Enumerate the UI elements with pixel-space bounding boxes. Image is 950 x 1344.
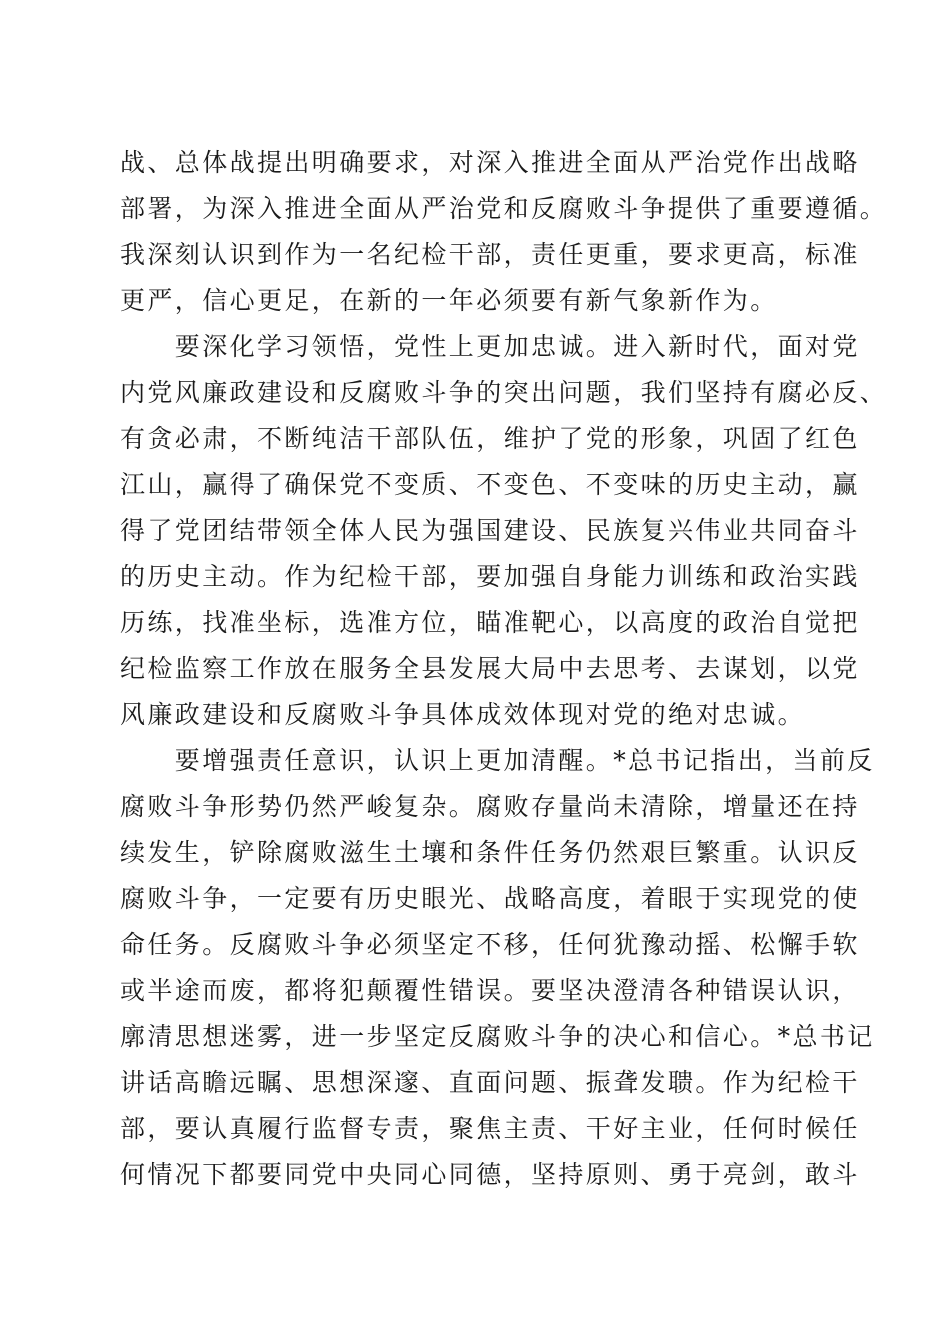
text-line: 何情况下都要同党中央同心同德，坚持原则、勇于亮剑，敢斗 <box>120 1160 860 1189</box>
text-line: 续发生，铲除腐败滋生土壤和条件任务仍然艰巨繁重。认识反 <box>120 838 860 867</box>
body-text <box>120 140 888 1198</box>
text-line: 的历史主动。作为纪检干部，要加强自身能力训练和政治实践 <box>120 562 860 591</box>
text-line: 有贪必肃，不断纯洁干部队伍，维护了党的形象，巩固了红色 <box>120 424 860 453</box>
text-line: 廓清思想迷雾，进一步坚定反腐败斗争的决心和信心。*总书记 <box>120 1022 875 1051</box>
text-line: 讲话高瞻远瞩、思想深邃、直面问题、振聋发聩。作为纪检干 <box>120 1068 860 1097</box>
text-line: 或半途而废，都将犯颠覆性错误。要坚决澄清各种错误认识， <box>120 976 860 1005</box>
text-line: 部，要认真履行监督专责，聚焦主责、干好主业，任何时候任 <box>120 1114 860 1143</box>
text-line: 得了党团结带领全体人民为强国建设、民族复兴伟业共同奋斗 <box>120 516 860 545</box>
text-line: 腐败斗争形势仍然严峻复杂。腐败存量尚未清除，增量还在持 <box>120 792 860 821</box>
text-line: 纪检监察工作放在服务全县发展大局中去思考、去谋划，以党 <box>120 654 860 683</box>
text-line: 战、总体战提出明确要求，对深入推进全面从严治党作出战略 <box>120 148 860 177</box>
paragraph-start-line: 要深化学习领悟，党性上更加忠诚。进入新时代，面对党 <box>120 332 860 361</box>
text-line: 更严，信心更足，在新的一年必须要有新气象新作为。 <box>120 286 778 315</box>
text-line: 江山，赢得了确保党不变质、不变色、不变味的历史主动，赢 <box>120 470 860 499</box>
text-line: 内党风廉政建设和反腐败斗争的突出问题，我们坚持有腐必反、 <box>120 378 888 407</box>
text-line: 腐败斗争，一定要有历史眼光、战略高度，着眼于实现党的使 <box>120 884 860 913</box>
text-line: 风廉政建设和反腐败斗争具体成效体现对党的绝对忠诚。 <box>120 700 806 729</box>
text-line: 我深刻认识到作为一名纪检干部，责任更重，要求更高，标准 <box>120 240 860 269</box>
text-line: 历练，找准坐标，选准方位，瞄准靶心，以高度的政治自觉把 <box>120 608 860 637</box>
text-line: 部署，为深入推进全面从严治党和反腐败斗争提供了重要遵循。 <box>120 194 888 223</box>
paragraph-start-line: 要增强责任意识，认识上更加清醒。*总书记指出，当前反 <box>120 746 875 775</box>
text-line: 命任务。反腐败斗争必须坚定不移，任何犹豫动摇、松懈手软 <box>120 930 860 959</box>
